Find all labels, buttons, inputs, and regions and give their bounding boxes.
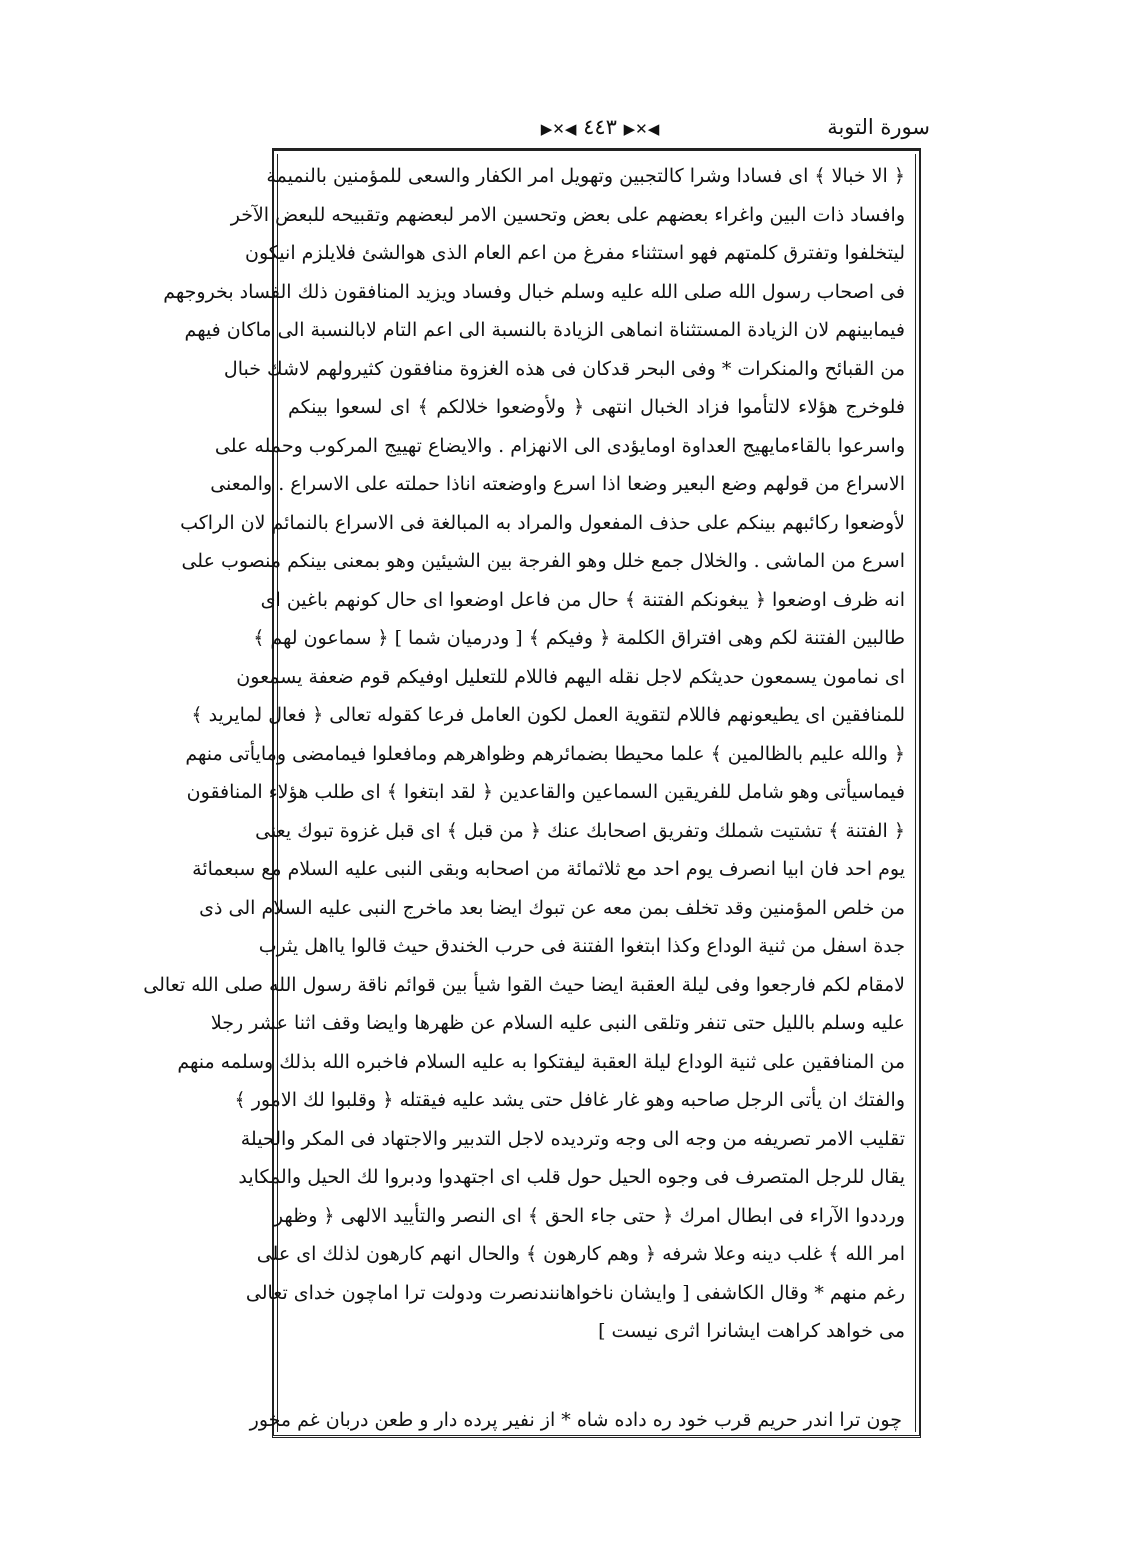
text-line: من القبائح والمنكرات * وفى البحر قدكان فى هذه الغزوة منافقون كثيرولهم لاشك خبال bbox=[223, 357, 905, 380]
text-line: اسرع من الماشى . والخلال جمع خلل وهو الفرجة بين الشيئين وهو بمعنى بينكم منصوب على bbox=[181, 550, 905, 572]
text-line: وافساد ذات البين واغراء بعضهم على بعض وتحسين الامر لبعضهم وتقبيحه للبعض الآخر bbox=[230, 203, 905, 226]
text-line: ليتخلفوا وتفترق كلمتهم فهو استثناء مفرغ من اعم العام الذى هوالشئ فلايلزم انيكون bbox=[245, 242, 905, 264]
text-line: من خلص المؤمنين وقد تخلف بمن معه عن تبوك ايضا بعد ماخرج النبى عليه السلام الى ذى bbox=[199, 896, 905, 919]
text-line: ورددوا الآراء فى ابطال امرك ﴿ حتى جاء الحق ﴾ اى النصر والتأييد الالهى ﴿ وظهر bbox=[273, 1204, 905, 1227]
text-line: للمنافقين اى يطيعونهم فاللام لتقوية العمل لكون العامل فرعا كقوله تعالى ﴿ فعال لمايريد ﴾ bbox=[191, 704, 905, 726]
text-line: فيمابينهم لان الزيادة المستثناة انماهى الزيادة بالنسبة الى اعم التام لابالنسبة الى ماكان فيهم bbox=[184, 319, 905, 341]
text-line: مى خواهد كراهت ايشانرا اثرى نيست ] bbox=[598, 1320, 905, 1342]
text-line: ﴿ والله عليم بالظالمين ﴾ علما محيطا بضمائرهم وظواهرهم ومافعلوا فيمامضى ومايأتى منهم bbox=[185, 742, 905, 765]
page-number: ٤٤٣ bbox=[583, 115, 617, 139]
text-line: لامقام لكم فارجعوا وفى ليلة العقبة ايضا حيث القوا شيأ بين قوائم ناقة رسول الله صلى الله تعالى bbox=[143, 973, 905, 996]
surah-title: سورة التوبة bbox=[827, 115, 930, 139]
text-line: واسرعوا بالقاءمايهيج العداوة اومايؤدى الى الانهزام . والايضاع تهييج المركوب وحمله على bbox=[214, 434, 905, 457]
text-line: والفتك ان يأتى الرجل صاحبه وهو غار غافل حتى يشد عليه فيقتله ﴿ وقلبوا لك الامور ﴾ bbox=[234, 1089, 905, 1111]
text-line: ﴿ الا خبالا ﴾ اى فسادا وشرا كالتجبين وتهويل امر الكفار والسعى للمؤمنين بالنميمة bbox=[266, 165, 905, 187]
text-line: فى اصحاب رسول الله صلى الله عليه وسلم خبال وفساد ويزيد المنافقون ذلك الفساد بخروجهم bbox=[163, 280, 905, 303]
text-line: لأوضعوا ركائبهم بينكم على حذف المفعول والمراد به المبالغة فى الاسراع بالنمائم لان الراكب bbox=[180, 511, 905, 534]
text-frame bbox=[143, 148, 921, 1438]
text-line: اى نمامون يسمعون حديثكم لاجل نقله اليهم فاللام للتعليل اوفيكم قوم ضعفة يسمعون bbox=[236, 665, 905, 688]
text-line: امر الله ﴾ غلب دينه وعلا شرفه ﴿ وهم كارهون ﴾ والحال انهم كارهون لذلك اى على bbox=[256, 1243, 905, 1265]
text-line: طالبين الفتنة لكم وهى افتراق الكلمة ﴿ وفيكم ﴾ [ ودرميان شما ] ﴿ سماعون لهم ﴾ bbox=[253, 627, 905, 649]
text-line: انه ظرف اوضعوا ﴿ يبغونكم الفتنة ﴾ حال من فاعل اوضعوا اى حال كونهم باغين اى bbox=[260, 588, 905, 611]
ornament-right-icon: ◀✕▶ bbox=[623, 120, 660, 138]
body-text bbox=[143, 157, 905, 1351]
text-line: رغم منهم * وقال الكاشفى [ وايشان ناخواهانندنصرت ودولت ترا اماچون خداى تعالى bbox=[245, 1281, 905, 1304]
text-line: يوم احد فان ابيا انصرف يوم احد مع ثلاثمائة من اصحابه وبقى النبى عليه السلام مع سبعمائة bbox=[192, 858, 905, 880]
text-line: عليه وسلم بالليل حتى تنفر وتلقى النبى عليه السلام عن ظهرها وايضا وقف اثنا عشر رجلا bbox=[210, 1012, 905, 1034]
text-line: تقليب الامر تصريفه من وجه الى وجه وترديده لاجل التدبير والاجتهاد فى المكر والحيلة bbox=[240, 1127, 905, 1150]
text-line: فيماسيأتى وهو شامل للفريقين السماعين والقاعدين ﴿ لقد ابتغوا ﴾ اى طلب هؤلاء المنافقون bbox=[186, 781, 905, 803]
text-line: من المنافقين على ثنية الوداع ليلة العقبة ليفتكوا به عليه السلام فاخبره الله بذلك وسلمه منهم bbox=[177, 1050, 905, 1073]
text-line: فلوخرج هؤلاء لالتأموا فزاد الخبال انتهى ﴿ ولأوضعوا خلالكم ﴾ اى لسعوا بينكم bbox=[288, 396, 905, 418]
verse-line: چون ترا اندر حريم قرب خود ره داده شاه * از نفير پرده دار و طعن دربان غم مخور bbox=[249, 1409, 902, 1431]
text-line: الاسراع من قولهم وضع البعير وضعا اذا اسرع واوضعته اناذا حملته على الاسراع . والمعنى bbox=[210, 473, 905, 495]
page-header bbox=[270, 112, 930, 146]
page-number-group bbox=[541, 112, 660, 144]
text-line: جدة اسفل من ثنية الوداع وكذا ابتغوا الفتنة فى حرب الخندق حيث قالوا يااهل يثرب bbox=[258, 935, 905, 957]
ornament-left-icon: ◀✕▶ bbox=[540, 120, 577, 138]
text-line: يقال للرجل المتصرف فى وجوه الحيل حول قلب اى اجتهدوا ودبروا لك الحيل والمكايد bbox=[238, 1166, 905, 1188]
text-line: ﴿ الفتنة ﴾ تشتيت شملك وتفريق اصحابك عنك ﴿ من قبل ﴾ اى قبل غزوة تبوك يعنى bbox=[255, 819, 905, 842]
